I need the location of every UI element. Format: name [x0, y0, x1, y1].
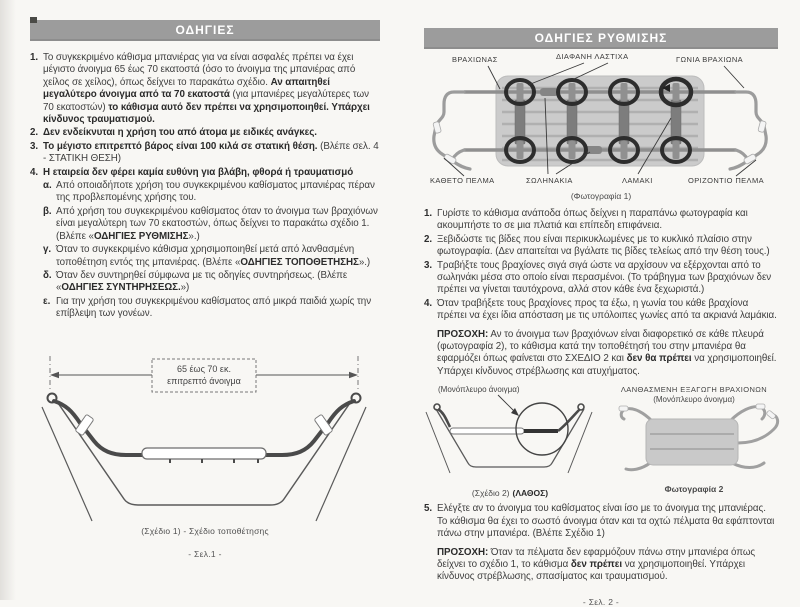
item-text: Για την χρήση του συγκεκριμένου καθίσματος από μικρά παιδιά χωρίς την επίβλεψη των γονέων.	[56, 295, 372, 320]
warning-paragraph-2: ΠΡΟΣΟΧΗ: Όταν τα πέλματα δεν εφαρμόζουν πάνω στην μπανιέρα όπως δείχνει το σχέδιο 1, το κάθισμα δεν πρέπει να χρησιμοποιηθεί. Υπάρχει κίνδυνος στρέβλωσης, σπασίματος και τραυματισμού.	[437, 546, 756, 583]
page2-figures-row	[424, 383, 778, 498]
item-number: 2.	[30, 127, 39, 139]
sleeve-top	[540, 88, 558, 96]
sub-list-item	[43, 270, 380, 295]
arrow-left-icon	[50, 371, 59, 377]
item-text: Ξεβιδώστε τις βίδες που είναι περικυκλωμένες με το κυκλικό πλαίσιο στην φωτογραφία. (Δεν απαιτείται να βγάλατε τις βίδες τελείως από την θέση τους.)	[437, 233, 770, 258]
page2-footer: - Σελ. 2 -	[582, 596, 620, 607]
item-text: Όταν δεν συντηρηθεί σύμφωνα με τις οδηγίες συντηρήσεως. (Βλέπε «ΟΔΗΓΙΕΣ ΣΥΝΤΗΡΗΣΕΩΣ.»)	[56, 269, 348, 294]
page1-sub-list	[43, 180, 380, 320]
seat-bar	[142, 448, 266, 459]
one-sided-opening-label: (Μονόπλευρο άνοιγμα)	[438, 385, 520, 395]
list-item	[424, 260, 778, 297]
bathtub-outline	[426, 409, 592, 473]
photo-1-caption: (Φωτογραφία 1)	[570, 191, 632, 201]
page2-title: ΟΔΗΓΙΕΣ ΡΥΘΜΙΣΗΣ	[534, 30, 668, 45]
item-text: Το συγκεκριμένο κάθισμα μπανιέρας για να είναι ασφαλές πρέπει να έχει μέγιστο άνοιγμα 65 έως 70 εκατοστά (όσο το άνοιγμα της μπανιέρας από χείλος σε χείλος), όπως δείχνει το παρακάτω σχέδιο. Αν απαιτηθεί μεγαλύτερο άνοιγμα από τα 70 εκατοστά (για μπανιέρες μεγαλύτερες των 70 εκατοστών) το κάθισμα αυτό δεν πρέπει να χρησιμοποιηθεί. Υπάρχει κίνδυνος τραυματισμού.	[43, 52, 370, 126]
page1-title: ΟΔΗΓΙΕΣ	[175, 22, 235, 37]
list-item	[30, 141, 380, 166]
item-text: Η εταιρεία δεν φέρει καμία ευθύνη για βλάβη, φθορά ή τραυματισμό	[43, 166, 354, 178]
photo-2-caption: Φωτογραφία 2	[664, 484, 724, 495]
page1-instructions-list	[30, 52, 380, 321]
list-item-5	[424, 503, 778, 540]
label-arm: ΒΡΑΧΙΩΝΑΣ	[452, 55, 498, 64]
item-number: δ.	[43, 269, 52, 281]
item-number: 2.	[424, 233, 433, 245]
item-text: Από χρήση του συγκεκριμένου καθίσματος όταν το άνοιγμα των βραχιόνων είναι μεγαλύτερη των 70 εκατοστών, όπως δείχνει το παρακάτω σχέδιο 1. (Βλέπε «ΟΔΗΓΙΕΣ ΡΥΘΜΙΣΗΣ».)	[56, 205, 378, 242]
figure-2-caption-bold: (ΛΑΘΟΣ)	[512, 488, 549, 499]
item-number: γ.	[43, 244, 52, 256]
item-number: 1.	[424, 208, 433, 219]
page1-title-bar	[30, 20, 380, 41]
item-number: 3.	[30, 140, 39, 152]
list-item	[30, 167, 380, 179]
seat-underside-photo	[424, 52, 776, 190]
figure-2-caption	[424, 488, 596, 498]
dimension-text-2: επιτρεπτό άνοιγμα	[167, 375, 241, 386]
page-1	[30, 20, 380, 559]
wrong-extraction-label-1: ΛΑΝΘΑΣΜΕΝΗ ΕΞΑΓΩΓΗ ΒΡΑΧΙΟΝΩΝ	[620, 385, 768, 395]
seat-bar	[450, 428, 524, 434]
item-number: 4.	[424, 297, 433, 309]
scan-edge-shadow	[0, 0, 16, 600]
item-number: α.	[43, 180, 52, 192]
item-number: 4.	[30, 166, 39, 178]
sub-list-item	[43, 206, 380, 243]
figure-schedio-1	[30, 351, 380, 536]
label-small-tubes: ΣΩΛΗΝΑΚΙΑ	[526, 176, 573, 185]
left-hook	[48, 393, 57, 402]
page2-instructions-list	[424, 208, 778, 323]
scan-mark	[30, 17, 37, 23]
label-vertical-foot: ΚΑΘΕΤΟ ΠΕΛΜΑ	[430, 176, 495, 185]
item-text: Όταν τραβήξετε τους βραχίονες προς τα έξω, η γωνία του κάθε βραχίονα πρέπει να έχει ίδια απόσταση με τις υπόλοιπες γωνίες από τα ακριανά λαμάκια.	[437, 297, 777, 322]
item-text: Το μέγιστο επιτρεπτό βάρος είναι 100 κιλά σε στατική θέση. (Βλέπε σελ. 4 - ΣΤΑΤΙΚΗ ΘΕΣΗ)	[43, 140, 379, 165]
item-text: Δεν ενδείκνυται η χρήση του από άτομα με ειδικές ανάγκες.	[43, 127, 317, 139]
item-text: Τραβήξτε τους βραχίονες σιγά σιγά ώστε να αρχίσουν να εξέρχονται από το σωληνάκι μέσα στο οποίο είναι περασμένοι. (Το τράβηγμα των βραχιόνων δεν πρέπει να γίνεται ταυτόχρονα, αλλά στον κάθε ένα ξεχωριστά.)	[437, 259, 772, 296]
list-item	[424, 234, 778, 259]
item-text: Από οποιαδήποτε χρήση του συγκεκριμένου καθίσματος μπανιέρας πέραν της προβλεπομένης χρήσης του.	[56, 180, 375, 204]
dimension-text-1: 65 έως 70 εκ.	[177, 363, 231, 374]
page2-title-bar	[424, 28, 778, 49]
item-number: ε.	[43, 295, 51, 307]
figure-schedio-2	[424, 383, 596, 498]
right-hook	[352, 393, 361, 402]
warning-paragraph-1: ΠΡΟΣΟΧΗ: Αν το άνοιγμα των βραχιόνων είναι διαφορετικό σε κάθε πλευρά (φωτογραφία 2), το κάθισμα κατά την τοποθέτησή του στην μπανιέρα θα εφαρμόζει όπως φαίνεται στο ΣΧΕΔΙΟ 2 και δεν θα πρέπει να χρησιμοποιηθεί. Υπάρχει κίνδυνος στρέβλωσης και ατυχήματος.	[437, 328, 777, 377]
sub-list-item	[43, 244, 380, 269]
sub-list-item	[43, 180, 380, 205]
wrong-extraction-label-2: (Μονόπλευρο άνοιγμα)	[653, 395, 735, 405]
left-seat-tube	[438, 409, 450, 427]
label-arm-corner: ΓΩΝΙΑ ΒΡΑΧΙΩΝΑ	[676, 55, 744, 64]
item-number: 3.	[424, 259, 433, 271]
list-item	[424, 208, 778, 233]
sub-list-item	[43, 296, 380, 321]
wrong-extraction-photo	[604, 383, 784, 483]
arrow-right-icon	[349, 371, 358, 377]
figure-2-caption-normal: (Σχέδιο 2)	[471, 488, 510, 499]
item-number: 1.	[30, 52, 39, 63]
bathtub-placement-diagram	[30, 351, 378, 523]
page-2	[424, 28, 778, 607]
label-transparent-rubbers: ΔΙΑΦΑΝΗ ΛΑΣΤΙΧΑ	[556, 52, 629, 61]
label-metal-strip: ΛΑΜΑΚΙ	[622, 176, 653, 185]
seat-tube	[54, 401, 354, 455]
label-horizontal-foot: ΟΡΙΖΟΝΤΙΟ ΠΕΛΜΑ	[688, 176, 765, 185]
figure-photo-2	[604, 383, 784, 494]
wrong-placement-diagram	[424, 383, 596, 487]
item-number: β.	[43, 205, 52, 217]
list-item	[30, 52, 380, 126]
item-text: Ελέγξτε αν το άνοιγμα του καθίσματος είναι ίσο με το άνοιγμα της μπανιέρας. Το κάθισμα θα έχει το σωστό άνοιγμα όταν και τα οχτώ πέλματα θα εφάπτονται πάνω στην μπανιέρα. (Βλέπε Σχέδιο 1)	[437, 503, 775, 540]
list-item	[424, 298, 778, 323]
item-text: Γυρίστε το κάθισμα ανάποδα όπως δείχνει η παραπάνω φωτογραφία και ακουμπήστε το σε μια πλατιά και επίπεδη επιφάνεια.	[437, 208, 748, 232]
list-item	[30, 127, 380, 139]
page1-footer: - Σελ.1 -	[188, 548, 222, 559]
item-text: Όταν το συγκεκριμένο κάθισμα χρησιμοποιηθεί μετά από λανθασμένη τοποθέτηση εντός της μπανιέρας. (Βλέπε «ΟΔΗΓΙΕΣ ΤΟΠΟΘΕΤΗΣΗΣ».)	[56, 244, 371, 268]
figure-photo-1	[424, 52, 778, 202]
figure-1-caption: (Σχέδιο 1) - Σχέδιο τοποθέτησης	[141, 525, 269, 536]
seat-slab	[646, 419, 738, 465]
seat-feet-ticks	[170, 459, 258, 463]
item-number: 5.	[424, 503, 433, 515]
